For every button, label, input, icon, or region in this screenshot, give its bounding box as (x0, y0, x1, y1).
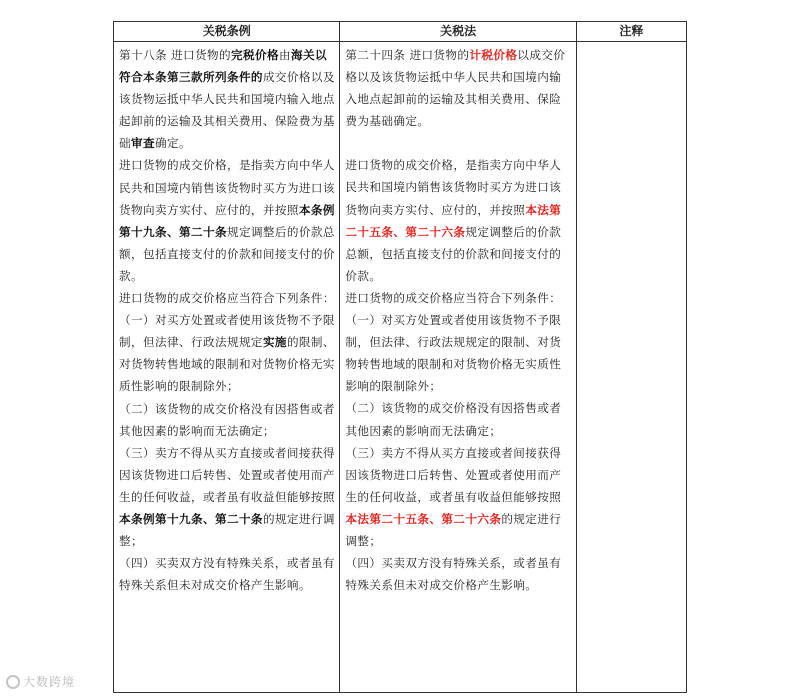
law-condition-1: （一）对买方处置或者使用该货物不予限制，但法律、行政法规规定的限制、对货物转售地域的限制和对货物价格无实质性影响的限制除外； (345, 313, 562, 394)
regulation-condition-4: （四）买卖双方没有特殊关系，或者虽有特殊关系但未对成交价格产生影响。 (119, 556, 335, 593)
header-notes: 注释 (576, 22, 686, 42)
regulation-transaction-price: 进口货物的成交价格，是指卖方向中华人民共和国境内销售该货物时买方为进口该货物向卖方实付、应付的，并按照本条例第十九条、第二十条规定调整后的价款总额，包括直接支付的价款和间接支付的价款。 (119, 158, 335, 283)
law-conditions-intro: 进口货物的成交价格应当符合下列条件： (345, 290, 562, 305)
header-row (114, 22, 687, 42)
regulation-condition-1: （一）对买方处置或者使用该货物不予限制，但法律、行政法规规定实施的限制、对货物转售地域的限制和对货物价格无实质性影响的限制除外； (119, 313, 335, 394)
content-row (114, 42, 687, 693)
regulation-article-18: 第十八条 进口货物的完税价格由海关以符合本条第三款所列条件的成交价格以及该货物运抵中华人民共和国境内输入地点起卸前的运输及其相关费用、保险费为基础审查确定。 (119, 48, 335, 151)
watermark: 大数跨境 (6, 673, 75, 690)
regulation-condition-3: （三）卖方不得从买方直接或者间接获得因该货物进口后转售、处置或者使用而产生的任何收益，或者虽有收益但能够按照本条例第十九条、第二十条的规定进行调整； (119, 445, 335, 549)
law-condition-4: （四）买卖双方没有特殊关系，或者虽有特殊关系但未对成交价格产生影响。 (345, 556, 562, 593)
regulation-cell (114, 42, 340, 693)
watermark-logo-icon (6, 675, 20, 689)
law-article-24: 第二十四条 进口货物的计税价格以成交价格以及该货物运抵中华人民共和国境内输入地点起卸前的运输及其相关费用、保险费为基础确定。 (345, 48, 566, 129)
header-law: 关税法 (340, 22, 576, 42)
comparison-table (113, 21, 687, 693)
law-transaction-price: 进口货物的成交价格，是指卖方向中华人民共和国境内销售该货物时买方为进口该货物向卖方实付、应付的，并按照本法第二十五条、第二十六条规定调整后的价款总额，包括直接支付的价款和间接支付的价款。 (345, 158, 562, 283)
header-regulation: 关税条例 (114, 22, 340, 42)
law-cell (340, 42, 576, 693)
notes-cell (576, 42, 686, 693)
law-condition-3: （三）卖方不得从买方直接或者间接获得因该货物进口后转售、处置或者使用而产生的任何收益，或者虽有收益但能够按照本法第二十五条、第二十六条的规定进行调整； (345, 445, 562, 548)
regulation-conditions-intro: 进口货物的成交价格应当符合下列条件： (119, 291, 335, 306)
regulation-condition-2: （二）该货物的成交价格没有因搭售或者其他因素的影响而无法确定； (119, 401, 335, 438)
law-condition-2: （二）该货物的成交价格没有因搭售或者其他因素的影响而无法确定； (345, 401, 562, 438)
paragraph-gap (345, 132, 571, 154)
